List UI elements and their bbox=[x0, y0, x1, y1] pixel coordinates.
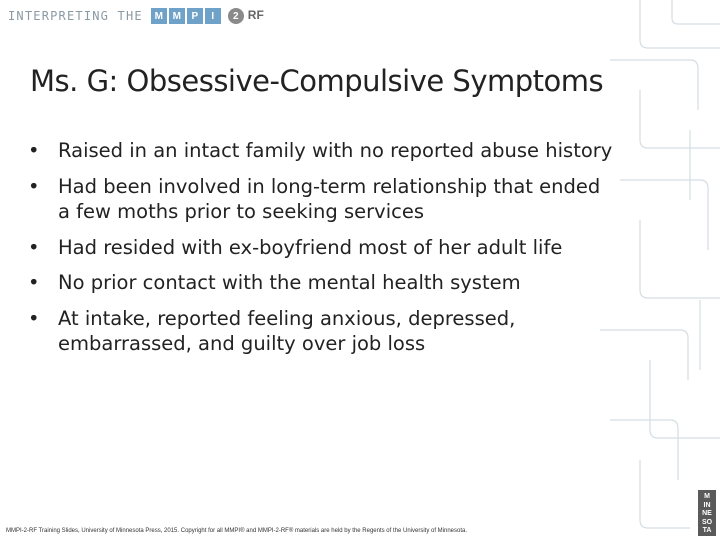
header-brand bbox=[8, 7, 264, 25]
logo-number-badge: 2 bbox=[228, 8, 244, 24]
bullet-dot: • bbox=[28, 306, 40, 330]
header-brand-text: INTERPRETING THE bbox=[8, 9, 143, 23]
bullet-text: Had resided with ex-boyfriend most of her adult life bbox=[58, 235, 563, 259]
bullet-item bbox=[28, 270, 618, 296]
logo-letter-m1: M bbox=[151, 8, 167, 24]
bullet-item bbox=[28, 138, 618, 164]
copyright-footer: MMPI-2-RF Training Slides, University of Minnesota Press, 2015. Copyright for all MMPI® and MMPI-2-RF® materials are held by the Regents of the University of Minnesota. bbox=[6, 528, 468, 534]
bullet-item bbox=[28, 235, 618, 261]
bullet-dot: • bbox=[28, 174, 40, 198]
bullet-dot: • bbox=[28, 139, 40, 162]
bullet-text: No prior contact with the mental health system bbox=[58, 271, 521, 294]
bullet-item bbox=[28, 306, 618, 357]
logo-letter-p: P bbox=[187, 8, 203, 24]
umn-letter-row: NE bbox=[702, 510, 712, 517]
bullet-text: At intake, reported feeling anxious, depressed, embarrassed, and guilty over job loss bbox=[58, 306, 516, 355]
logo-letter-m2: M bbox=[169, 8, 185, 24]
umn-letter-row: M bbox=[704, 493, 710, 500]
bullet-dot: • bbox=[28, 235, 40, 259]
logo-letter-i: I bbox=[205, 8, 221, 24]
umn-letter-row: IN bbox=[703, 501, 711, 509]
bullet-text: Raised in an intact family with no reported abuse history bbox=[58, 139, 613, 162]
umn-letter-row: TA bbox=[702, 527, 712, 534]
bullet-text: Had been involved in long-term relationship that ended a few moths prior to seeking services bbox=[58, 174, 601, 223]
bullet-dot: • bbox=[28, 271, 40, 294]
slide-title: Ms. G: Obsessive-Compulsive Symptoms bbox=[30, 64, 604, 98]
logo-suffix: RF bbox=[247, 8, 264, 22]
bullet-item bbox=[28, 174, 618, 225]
umn-letter-row: SO bbox=[701, 518, 713, 526]
mmpi-logo bbox=[151, 8, 264, 24]
university-logo bbox=[698, 490, 716, 536]
bullet-list bbox=[28, 138, 618, 367]
